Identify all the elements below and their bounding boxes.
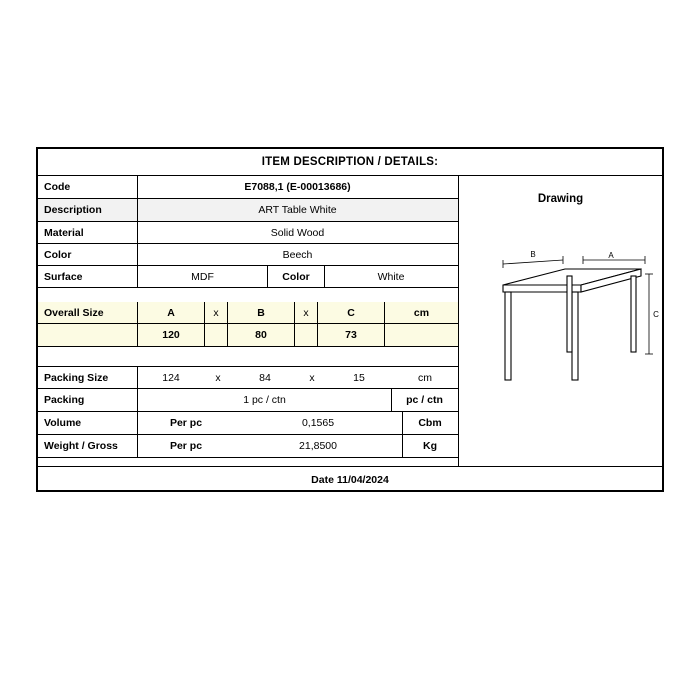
row-label-overall-size: Overall Size	[38, 302, 138, 323]
drawing-area	[459, 222, 662, 466]
overall-size-dim-b-value: 80	[228, 324, 295, 346]
svg-text:A: A	[608, 251, 614, 260]
packing-size-height: 15	[353, 371, 365, 384]
drawing-panel	[458, 176, 662, 466]
row-label-packing: Packing	[38, 389, 138, 411]
row-value-code: E7088,1 (E-00013686)	[244, 181, 351, 193]
overall-size-value-sep-2	[295, 324, 318, 346]
table-line-drawing	[459, 222, 663, 466]
row-label-description: Description	[38, 199, 138, 221]
svg-text:B: B	[530, 250, 536, 259]
sheet-footer-date: Date 11/04/2024	[38, 466, 662, 492]
packing-unit: pc / ctn	[406, 394, 443, 406]
table-row-packing	[38, 389, 458, 412]
row-label-material: Material	[38, 222, 138, 243]
table-row-color	[38, 244, 458, 266]
volume-unit: Cbm	[418, 417, 442, 429]
row-value-color: Beech	[282, 248, 313, 261]
row-value-description: ART Table White	[258, 204, 337, 216]
row-sublabel-surface-color: Color	[268, 266, 325, 287]
volume-value: 0,1565	[234, 412, 403, 434]
details-table	[38, 176, 458, 492]
table-row-volume	[38, 412, 458, 435]
overall-size-values-spacer	[38, 324, 138, 346]
table-row-packing-size	[38, 366, 458, 389]
table-row-surface	[38, 266, 458, 288]
svg-text:C: C	[653, 310, 659, 319]
table-row-weight	[38, 435, 458, 458]
overall-size-dim-a-label: A	[138, 302, 205, 323]
row-value-material: Solid Wood	[270, 226, 325, 239]
packing-size-sep-1: x	[215, 371, 221, 384]
sheet-header-title: ITEM DESCRIPTION / DETAILS:	[38, 149, 662, 176]
row-label-volume: Volume	[38, 412, 138, 434]
table-row-code	[38, 176, 458, 199]
table-row-description	[38, 199, 458, 222]
volume-per: Per pc	[169, 417, 203, 429]
table-row-overall-size-labels	[38, 302, 458, 324]
weight-per: Per pc	[169, 440, 203, 452]
overall-size-dim-b-label: B	[228, 302, 295, 323]
weight-unit: Kg	[423, 440, 437, 452]
overall-size-dim-a-value: 120	[138, 324, 205, 346]
row-label-surface: Surface	[38, 266, 138, 287]
weight-value: 21,8500	[234, 435, 403, 457]
overall-size-unit-spacer	[385, 324, 458, 346]
row-label-weight: Weight / Gross	[38, 435, 138, 457]
packing-size-sep-2: x	[309, 371, 315, 384]
packing-size-unit: cm	[418, 371, 432, 384]
drawing-title: Drawing	[537, 193, 584, 205]
overall-size-dim-c-value: 73	[318, 324, 385, 346]
row-subvalue-surface-color: White	[377, 270, 405, 283]
overall-size-sep-1: x	[205, 302, 228, 323]
packing-size-width: 84	[259, 371, 271, 384]
table-row-material	[38, 222, 458, 244]
packing-value: 1 pc / ctn	[138, 389, 392, 411]
overall-size-unit: cm	[413, 306, 430, 319]
overall-size-dim-c-label: C	[318, 302, 385, 323]
overall-size-sep-2: x	[295, 302, 318, 323]
spacer-2	[38, 347, 458, 366]
spacer-1	[38, 288, 458, 302]
row-label-color: Color	[38, 244, 138, 265]
row-label-code: Code	[38, 176, 138, 198]
row-label-packing-size: Packing Size	[38, 367, 138, 388]
row-value-surface: MDF	[138, 266, 268, 287]
overall-size-value-sep-1	[205, 324, 228, 346]
table-row-overall-size-values	[38, 324, 458, 347]
item-details-sheet	[36, 147, 664, 492]
packing-size-length: 124	[162, 371, 180, 384]
